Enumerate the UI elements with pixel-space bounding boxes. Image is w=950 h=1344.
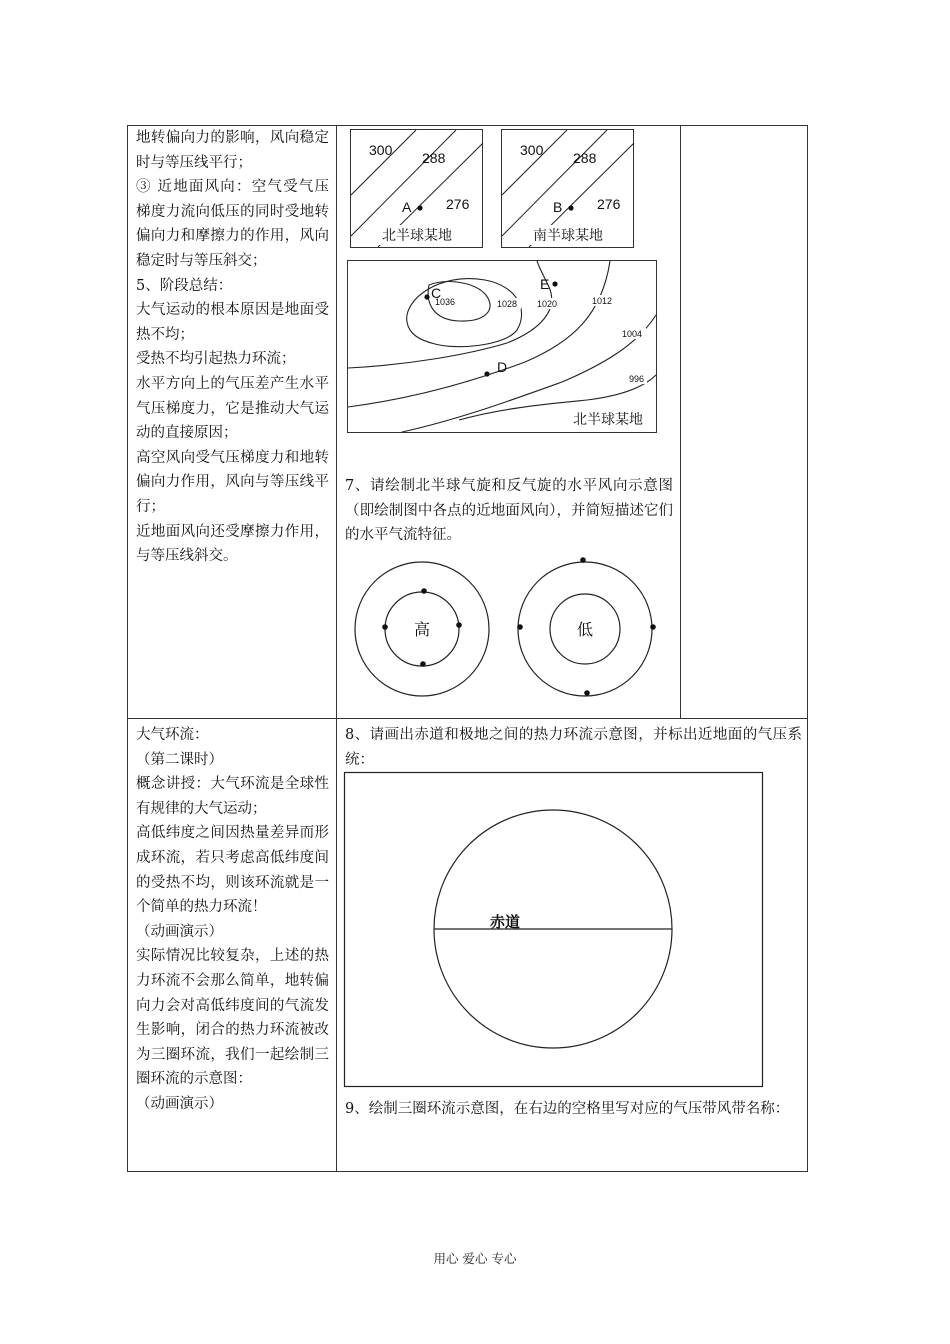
question-8-text: 8、请画出赤道和极地之间的热力环流示意图，并标出近地面的气压系统： — [345, 727, 802, 768]
low-pressure-label: 低 — [576, 620, 594, 639]
point-label-d: D — [497, 359, 508, 375]
wind-point-left — [517, 624, 523, 630]
note-paragraph: 受热不均引起热力环流； — [136, 351, 296, 368]
isobar-value-1020: 1020 — [537, 299, 558, 309]
column-divider-2 — [680, 125, 681, 719]
isobar-value-1012: 1012 — [592, 296, 613, 306]
point-label-e: E — [540, 276, 550, 292]
wind-point-right — [650, 624, 656, 630]
wind-point-top — [421, 588, 427, 594]
point-b-dot — [568, 205, 573, 210]
isobar-label-288: 288 — [573, 150, 597, 166]
note-paragraph: 地转偏向力的影响，风向稳定时与等压线平行； — [136, 130, 329, 171]
equator-label: 赤道 — [490, 913, 521, 931]
question-8 — [345, 723, 802, 772]
note-paragraph: 近地面风向还受摩擦力作用，与等压线斜交。 — [136, 523, 329, 565]
earth-circulation-diagram — [344, 772, 764, 1088]
wind-point-bottom — [420, 661, 426, 667]
note-paragraph: 高空风向受气压梯度力和地转偏向力作用，风向与等压线平行； — [136, 449, 329, 515]
left-column-notes-2 — [136, 723, 329, 1117]
wind-point-left — [382, 624, 388, 630]
question-7 — [345, 474, 673, 548]
isobar-value-1004: 1004 — [622, 329, 643, 339]
north-hemisphere-isobar-map — [350, 129, 484, 249]
note-paragraph: （动画演示） — [136, 1095, 223, 1112]
note-paragraph: （第二课时） — [136, 751, 223, 768]
wind-point-top — [580, 557, 586, 563]
isobar-label-300: 300 — [369, 142, 393, 158]
left-column-notes-1 — [136, 126, 329, 569]
high-pressure-label: 高 — [413, 620, 431, 639]
wind-point-bottom — [584, 690, 590, 696]
point-label-a: A — [402, 199, 412, 215]
isobar-map-caption: 北半球某地 — [573, 412, 643, 428]
point-c-dot — [424, 294, 429, 299]
anticyclone-diagram — [352, 556, 494, 700]
cyclone-diagram — [515, 556, 657, 700]
isobar-value-1036: 1036 — [435, 297, 456, 307]
page-footer: 用心 爱心 专心 — [433, 1251, 517, 1266]
map-caption-north: 北半球某地 — [382, 228, 452, 244]
isobar-label-276: 276 — [597, 196, 621, 212]
isobar-label-276: 276 — [446, 196, 470, 212]
note-paragraph: ③ 近地面风向：空气受气压梯度力流向低压的同时受地转偏向力和摩擦力的作用，风向稳定时与等压斜交； — [136, 179, 329, 269]
isobar-label-300: 300 — [520, 142, 544, 158]
note-paragraph: （动画演示） — [136, 923, 223, 940]
note-paragraph: 大气运动的根本原因是地面受热不均； — [136, 302, 329, 343]
note-paragraph: 概念讲授：大气环流是全球性有规律的大气运动； — [136, 776, 329, 817]
note-paragraph: 实际情况比较复杂，上述的热力环流不会那么简单，地转偏向力会对高低纬度间的气流发生影响，闭合的热力环流被改为三圈环流，我们一起绘制三圈环流的示意图： — [136, 948, 329, 1088]
note-heading: 5、阶段总结： — [136, 277, 233, 294]
wind-point-right — [456, 622, 462, 628]
question-9 — [345, 1097, 802, 1122]
note-heading: 大气环流： — [136, 727, 209, 743]
point-label-b: B — [553, 199, 563, 215]
point-d-dot — [484, 371, 489, 376]
isobar-value-1028: 1028 — [497, 299, 518, 309]
note-paragraph: 高低纬度之间因热量差异而形成环流，若只考虑高低纬度间的受热不均，则该环流就是一个简单的热力环流！ — [136, 825, 329, 916]
question-7-text: 7、请绘制北半球气旋和反气旋的水平风向示意图（即绘制图中各点的近地面风向），并简短描述它们的水平气流特征。 — [345, 478, 673, 544]
column-divider-1 — [336, 125, 337, 1172]
point-e-dot — [552, 281, 557, 286]
map-caption-south: 南半球某地 — [533, 228, 603, 244]
point-label-c: C — [431, 285, 442, 301]
point-a-dot — [417, 205, 422, 210]
note-paragraph: 水平方向上的气压差产生水平气压梯度力，它是推动大气运动的直接原因； — [136, 375, 329, 442]
question-9-text: 9、绘制三圈环流示意图，在右边的空格里写对应的气压带风带名称： — [345, 1101, 790, 1117]
south-hemisphere-isobar-map — [501, 129, 635, 249]
northern-hemisphere-isobar-field — [347, 260, 658, 434]
isobar-value-996: 996 — [629, 374, 645, 384]
isobar-label-288: 288 — [422, 150, 446, 166]
